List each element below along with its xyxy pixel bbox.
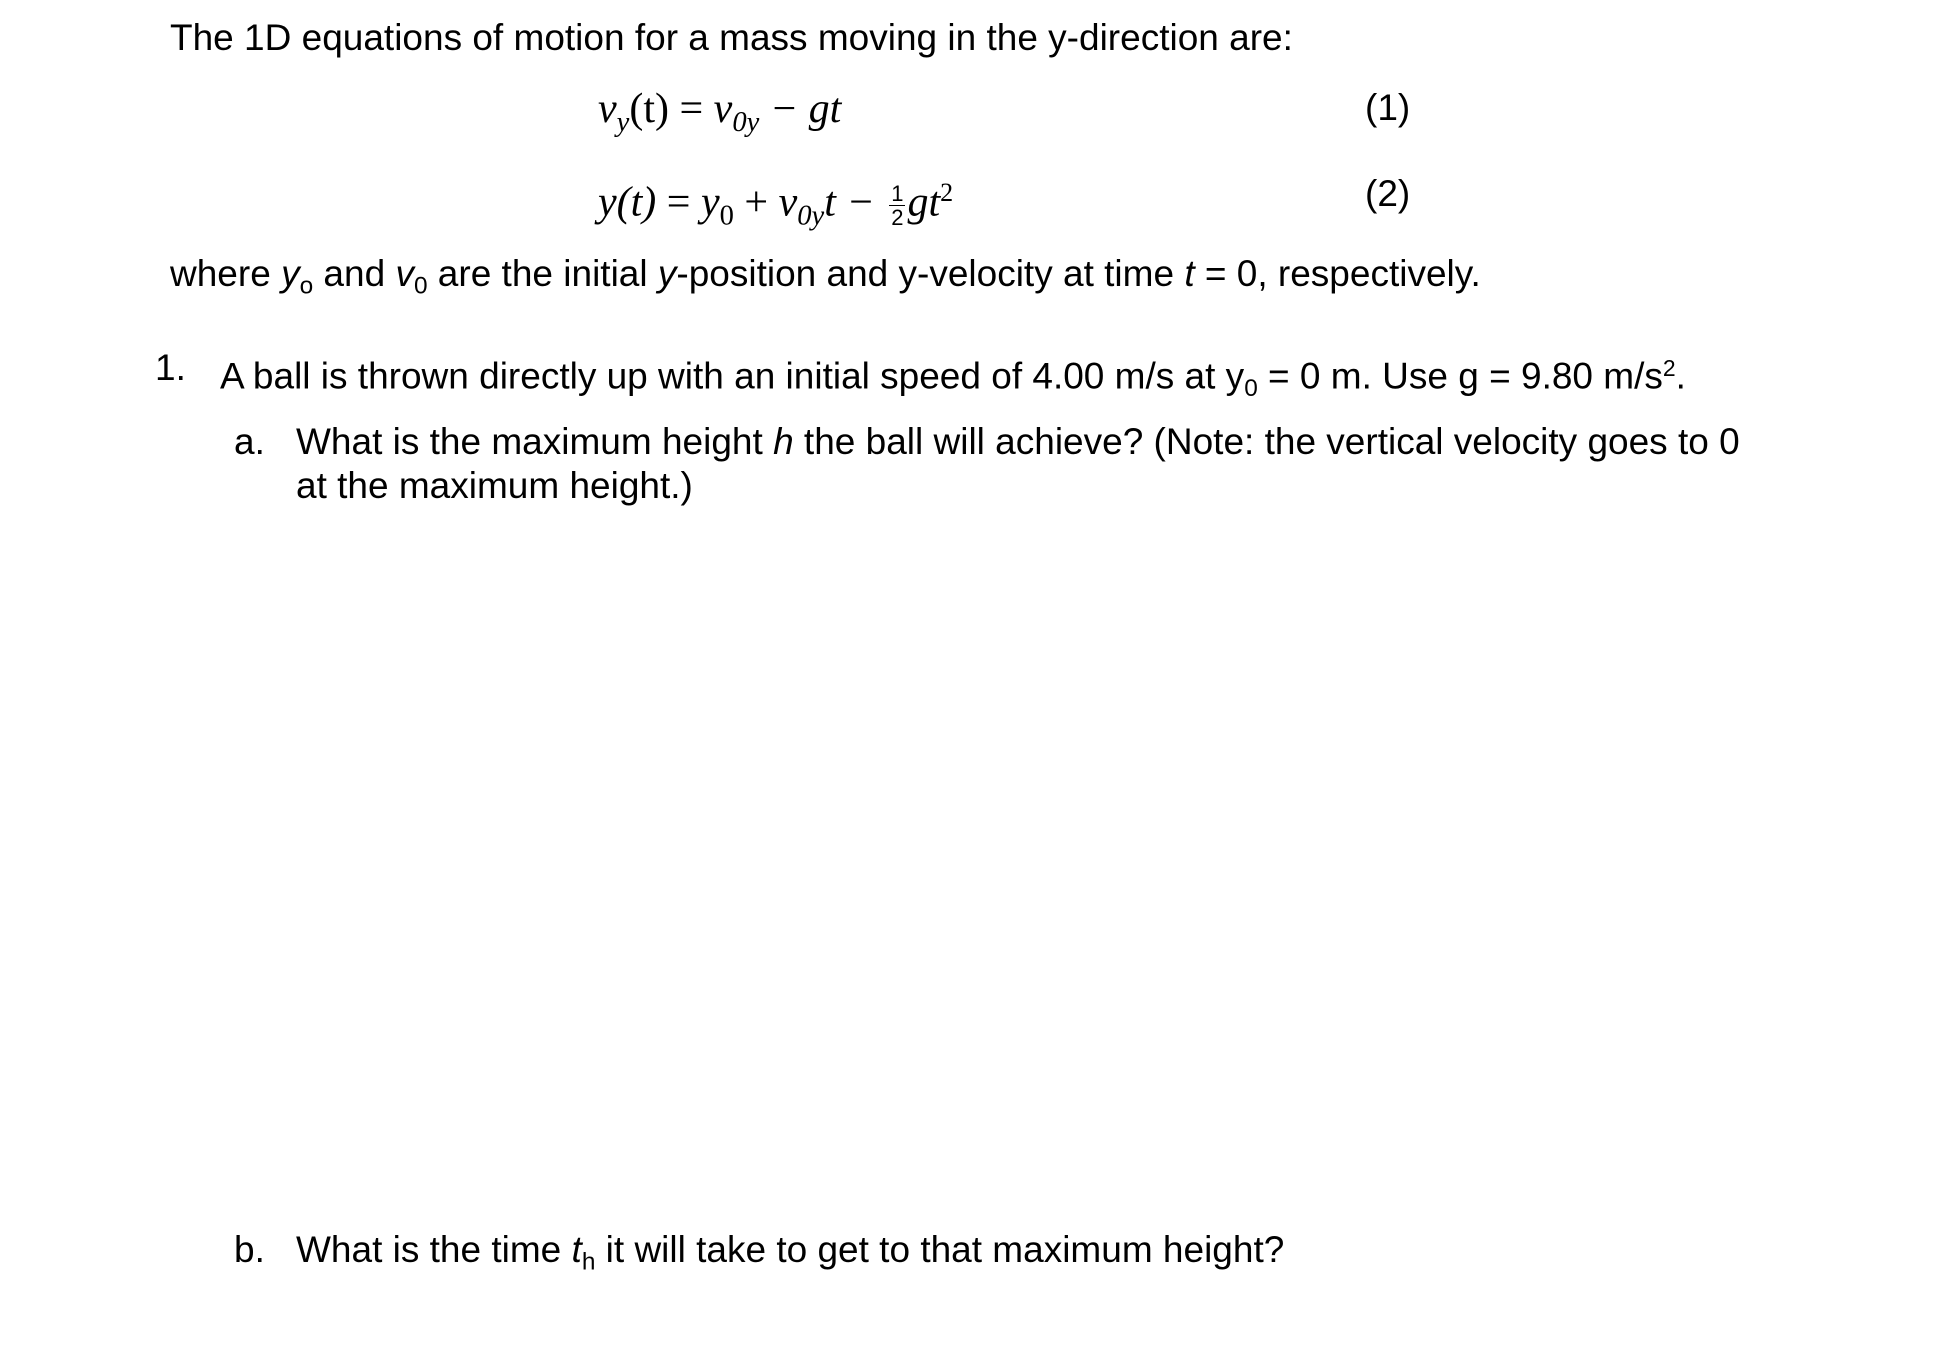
intro-text: The 1D equations of motion for a mass moving in the y-direction are: <box>170 17 1293 58</box>
eq2-lhs: y(t) <box>598 179 657 226</box>
part-a-line-1 <box>296 420 1740 464</box>
problem-1-number: 1. <box>155 347 186 388</box>
eq2-term2-rest: t − <box>824 179 886 226</box>
eq2-term3-var: gt <box>907 179 941 226</box>
problem-1-exponent: 2 <box>1662 355 1676 381</box>
problem-1-y-sub: 0 <box>1244 374 1258 402</box>
where-y-sub: o <box>299 272 314 300</box>
problem-1-part-3: . <box>1675 355 1686 397</box>
problem-1-part-1: A ball is thrown directly up with an initial speed of 4.00 m/s at y <box>220 355 1245 397</box>
eq1-rhs-rest: − gt <box>759 86 842 132</box>
part-b-text-2: it will take to get to that maximum height? <box>595 1229 1285 1270</box>
eq1-lhs-var: v <box>598 86 617 132</box>
eq2-term1-var: y <box>700 179 720 226</box>
where-y-var: y <box>281 253 300 294</box>
part-a-marker: a. <box>234 421 265 462</box>
equation-1-number: (1) <box>1365 87 1411 128</box>
part-b-t-var: t <box>571 1229 582 1270</box>
where-t-var: t <box>1184 253 1195 294</box>
part-b-text <box>296 1228 1284 1284</box>
eq1-rhs-sub: 0y <box>732 107 760 139</box>
where-part-3: are the initial <box>427 253 658 294</box>
equation-1 <box>598 84 841 148</box>
eq2-fraction-denominator: 2 <box>891 205 904 231</box>
eq2-plus: + <box>733 179 779 226</box>
where-v-sub: 0 <box>413 272 428 300</box>
equation-2 <box>598 168 953 241</box>
part-a-h-var: h <box>773 421 794 462</box>
part-a-text-2: the ball will achieve? (Note: the vertical velocity goes to 0 <box>793 421 1740 462</box>
part-b-t-sub: h <box>581 1248 596 1276</box>
part-b-marker: b. <box>234 1229 265 1270</box>
eq2-term3-sup: 2 <box>940 178 954 207</box>
eq1-rhs-var: v <box>713 86 733 132</box>
where-part-1: where <box>170 253 282 294</box>
problem-1-part-2: = 0 m. Use g = 9.80 m/s <box>1257 355 1663 397</box>
eq2-fraction-numerator: 1 <box>891 181 904 207</box>
problem-1-text <box>220 346 1686 411</box>
where-text <box>170 252 1481 308</box>
where-y-italic: y <box>657 253 677 294</box>
eq2-term2-var: v <box>778 179 798 226</box>
part-a-line-2: at the maximum height.) <box>296 465 693 506</box>
where-v-var: v <box>395 253 414 294</box>
where-part-4: -position and y-velocity at time <box>676 253 1185 294</box>
where-part-2: and <box>313 253 396 294</box>
eq2-term2-sub: 0y <box>797 200 825 232</box>
eq2-equals: = <box>656 179 701 226</box>
eq2-fraction <box>889 182 905 229</box>
eq1-lhs-sub: y <box>616 107 630 139</box>
equation-2-number: (2) <box>1365 173 1411 214</box>
eq1-equals: = <box>668 86 714 132</box>
eq2-term1-sub: 0 <box>719 200 734 232</box>
part-a-text-1: What is the maximum height <box>296 421 774 462</box>
part-b-text-1: What is the time <box>296 1229 572 1270</box>
eq1-lhs-arg: (t) <box>629 86 669 132</box>
where-part-5: = 0, respectively. <box>1194 253 1481 294</box>
